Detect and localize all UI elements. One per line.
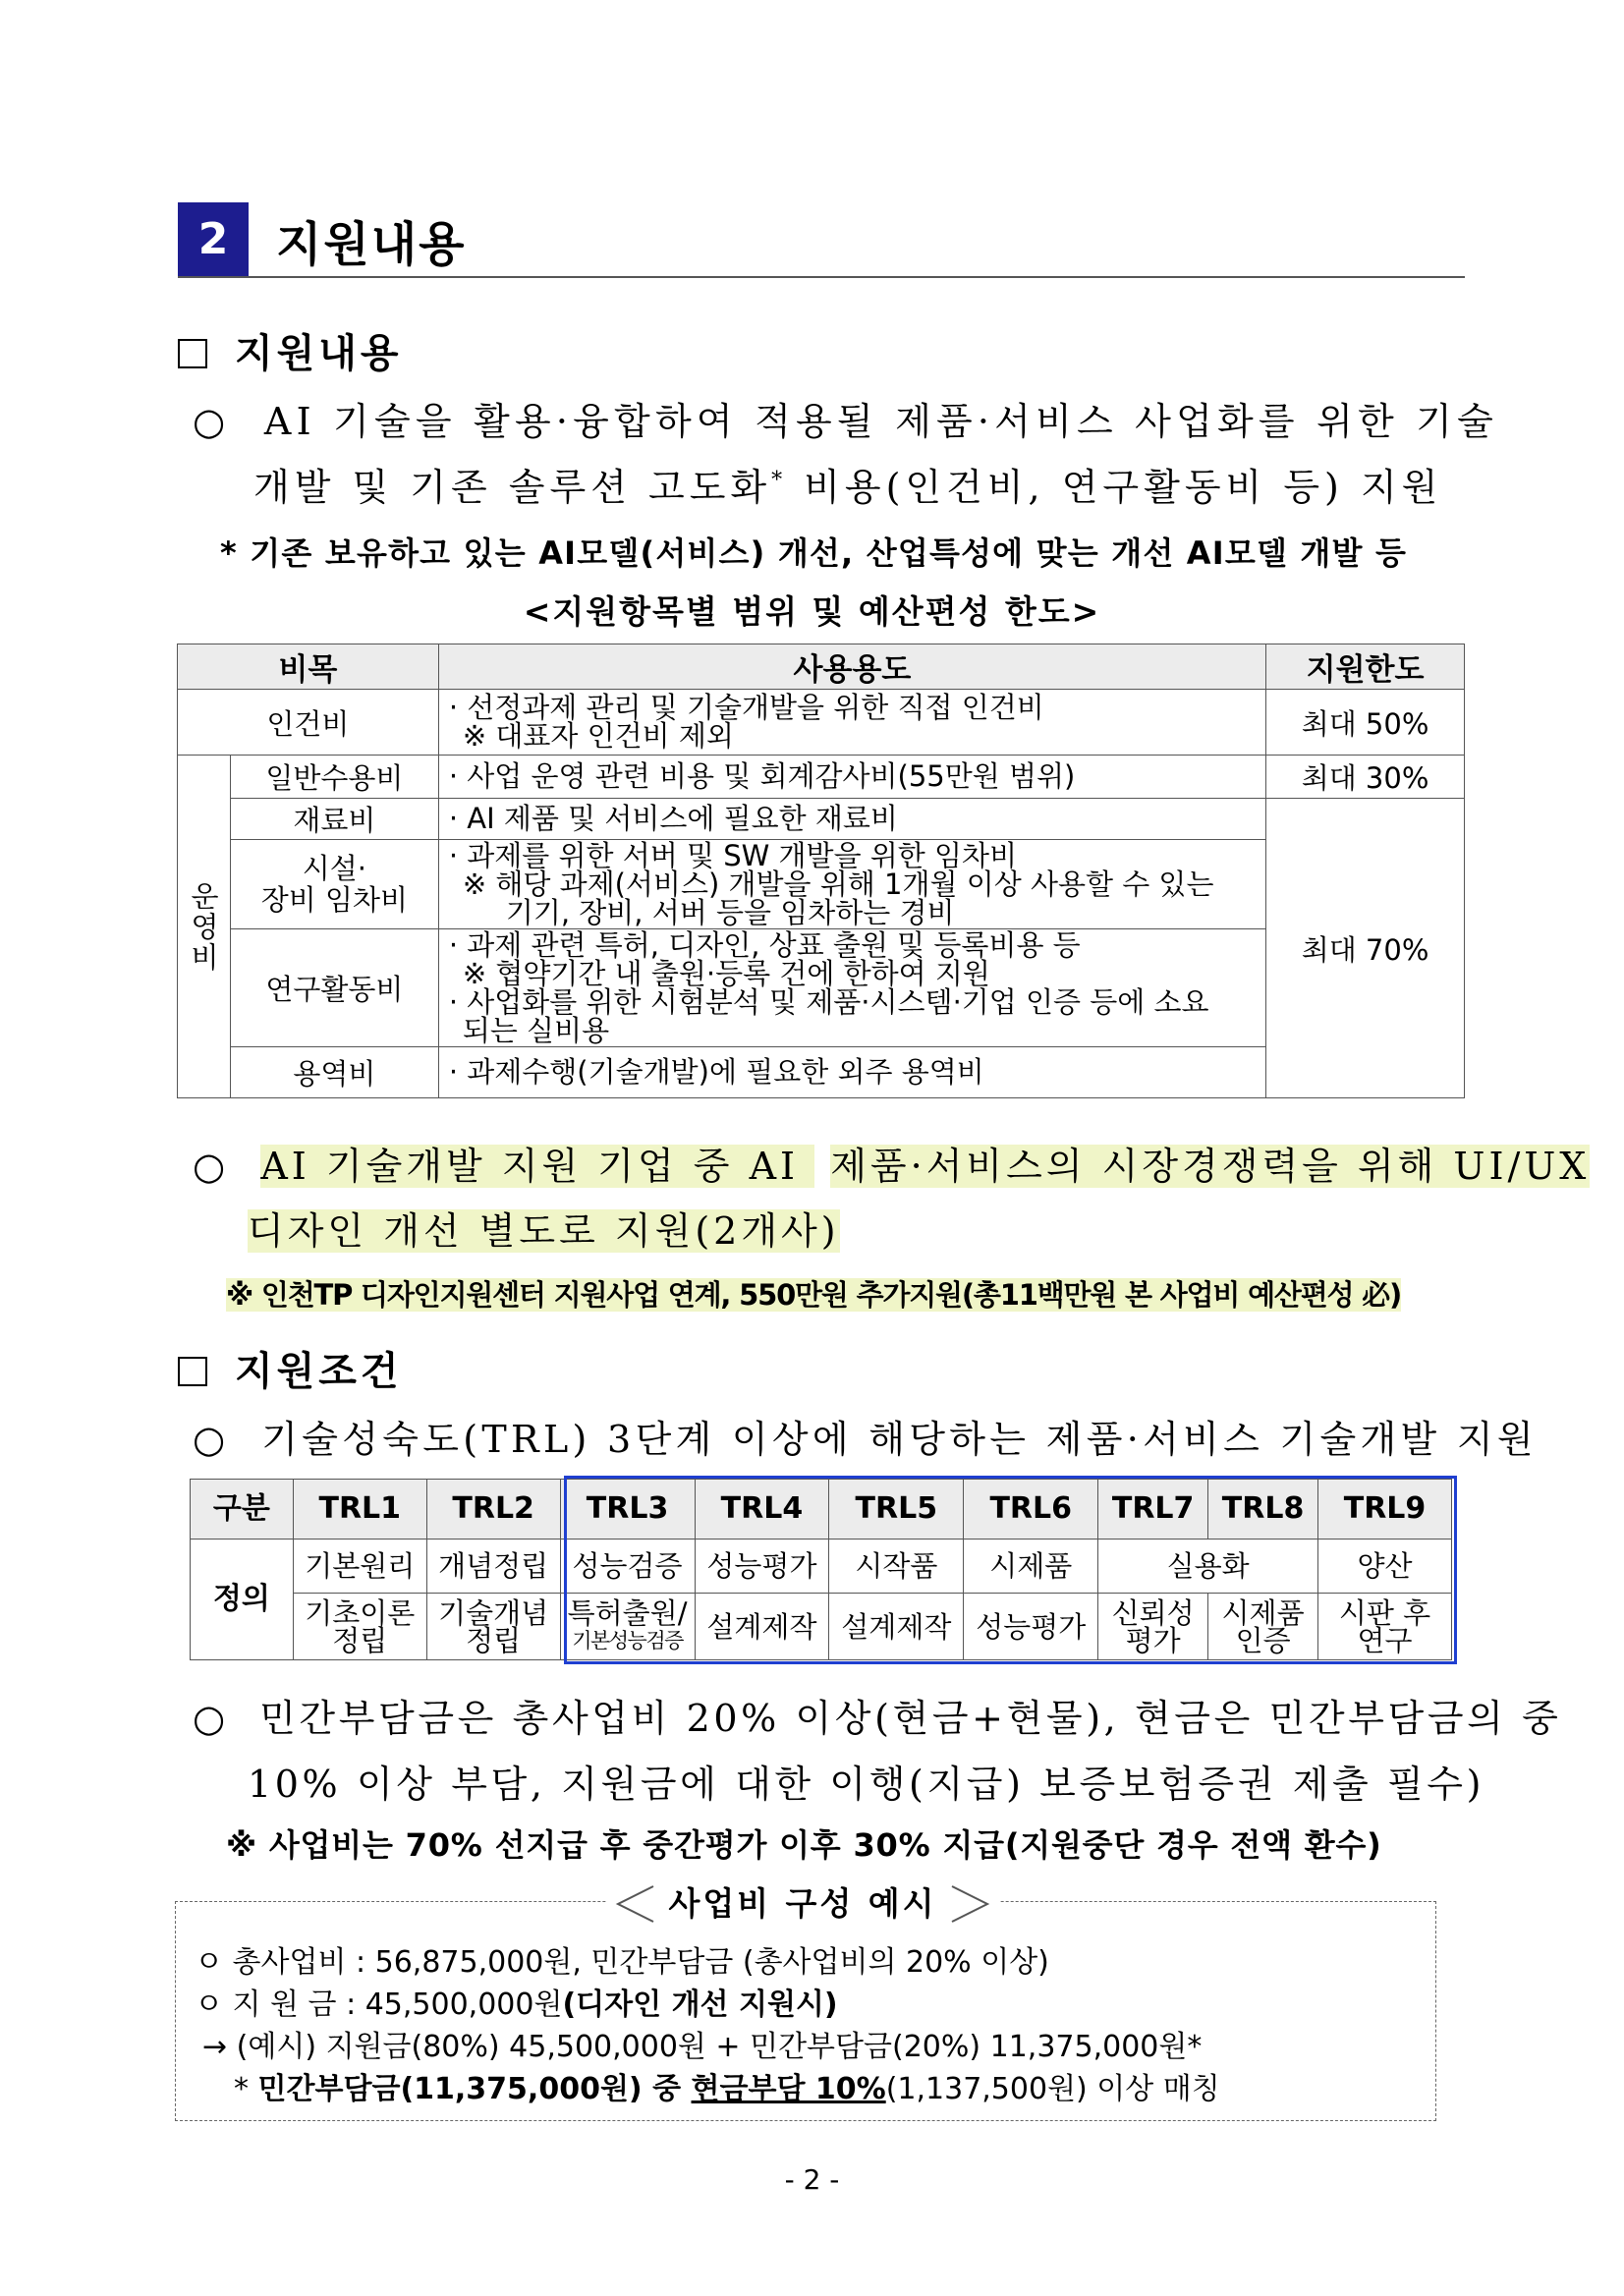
example-line-3: → (예시) 지원금(80%) 45,500,000원 + 민간부담금(20%) 11,375,000원* xyxy=(202,2030,1203,2064)
note-1: * 기존 보유하고 있는 AI모델(서비스) 개선, 산업특성에 맞는 개선 AI모델 개발 등 xyxy=(220,534,1408,572)
trl-cell: 기술개념 정립 xyxy=(426,1594,560,1660)
section-title: 지원내용 xyxy=(276,217,467,272)
trl-header-cell: TRL5 xyxy=(829,1480,964,1540)
use-research: · 과제 관련 특허, 디자인, 상표 출원 및 등록비용 등 ※ 협약기간 내 출원·등록 건에 한하여 지원 · 사업화를 위한 시험분석 및 제품·시스템·기업 인증 등에 소요 되는 실비용 xyxy=(438,929,1265,1047)
example-line-2: ㅇ 지 원 금 : 45,500,000원(디자인 개선 지원시) xyxy=(195,1988,838,2022)
trl-header-cell: TRL1 xyxy=(293,1480,426,1540)
circle-bullet-icon: ○ xyxy=(193,400,231,443)
trl-header-cell: TRL6 xyxy=(964,1480,1098,1540)
item-research: 연구활동비 xyxy=(230,929,438,1047)
header-cost-item: 비목 xyxy=(178,644,439,690)
subheading-text: 지원조건 xyxy=(235,1348,403,1394)
trl-cell: 성능평가 xyxy=(964,1594,1098,1660)
trl-header-cell: 구분 xyxy=(191,1480,294,1540)
design-support-line-1: ○ AI 기술개발 지원 기업 중 AI 제품·서비스의 시장경쟁력을 위해 UI/UX xyxy=(193,1145,1591,1188)
use-material: · AI 제품 및 서비스에 필요한 재료비 xyxy=(438,799,1265,840)
trl-cell: 시제품 인증 xyxy=(1208,1594,1318,1660)
use-general: · 사업 운영 관련 비용 및 회계감사비(55만원 범위) xyxy=(438,756,1265,799)
item-material: 재료비 xyxy=(230,799,438,840)
circle-bullet-icon: ○ xyxy=(193,1418,230,1461)
paragraph-1-line-2: 개발 및 기존 솔루션 고도화* 비용(인건비, 연구활동비 등) 지원 xyxy=(253,466,1443,509)
circle-bullet-icon: ○ xyxy=(193,1145,230,1188)
trl-cell: 시판 후 연구 xyxy=(1318,1594,1452,1660)
trl-cell: 신뢰성 평가 xyxy=(1098,1594,1208,1660)
use-service: · 과제수행(기술개발)에 필요한 외주 용역비 xyxy=(438,1047,1265,1098)
group-operating: 운영비 xyxy=(178,756,231,1098)
trl-definition-row-2 xyxy=(191,1594,1452,1660)
square-bullet-icon xyxy=(178,339,207,368)
trl-cell: 실용화 xyxy=(1098,1540,1318,1594)
trl-table xyxy=(190,1479,1452,1660)
use-facility: · 과제를 위한 서버 및 SW 개발을 위한 임차비 ※ 해당 과제(서비스) 개발을 위해 1개월 이상 사용할 수 있는 기기, 장비, 서버 등을 임차하는 경비 xyxy=(438,840,1265,929)
trl-cell: 시작품 xyxy=(829,1540,964,1594)
trl-cell: 시제품 xyxy=(964,1540,1098,1594)
private-burden-note: ※ 사업비는 70% 선지급 후 중간평가 이후 30% 지급(지원중단 경우 전액 환수) xyxy=(226,1826,1382,1864)
trl-header-cell: TRL7 xyxy=(1098,1480,1208,1540)
header-limit: 지원한도 xyxy=(1266,644,1465,690)
trl-cell: 설계제작 xyxy=(695,1594,829,1660)
limit-general: 최대 30% xyxy=(1266,756,1465,799)
private-burden-line-2: 10% 이상 부담, 지원금에 대한 이행(지급) 보증보험증권 제출 필수) xyxy=(248,1763,1485,1806)
page-number: - 2 - xyxy=(784,2163,840,2196)
design-support-note: ※ 인천TP 디자인지원센터 지원사업 연계, 550만원 추가지원(총11백만원 본 사업비 예산편성 必) xyxy=(226,1278,1402,1312)
trl-definition-row xyxy=(191,1540,1452,1594)
trl-header-cell: TRL2 xyxy=(426,1480,560,1540)
design-support-line-2: 디자인 개선 별도로 지원(2개사) xyxy=(248,1209,840,1253)
table-row xyxy=(178,756,1465,799)
limit-labor: 최대 50% xyxy=(1266,690,1465,756)
subheading-text: 지원내용 xyxy=(235,330,403,376)
square-bullet-icon xyxy=(178,1357,207,1386)
trl-cell: 양산 xyxy=(1318,1540,1452,1594)
table-row xyxy=(178,799,1465,840)
item-facility: 시설· 장비 임차비 xyxy=(230,840,438,929)
table-row xyxy=(178,690,1465,756)
trl-header-cell: TRL3 xyxy=(560,1480,695,1540)
limit-70: 최대 70% xyxy=(1266,799,1465,1098)
trl-cell: 성능평가 xyxy=(695,1540,829,1594)
example-title: 사업비 구성 예시 xyxy=(606,1880,999,1928)
private-burden-line-1: ○ 민간부담금은 총사업비 20% 이상(현금+현물), 현금은 민간부담금의 중 xyxy=(193,1697,1562,1740)
item-general: 일반수용비 xyxy=(230,756,438,799)
trl-header-row xyxy=(191,1480,1452,1540)
subheading-support-content xyxy=(178,322,403,378)
trl-cell: 특허출원/ 기본성능검증 xyxy=(560,1594,695,1660)
trl-cell: 성능검증 xyxy=(560,1540,695,1594)
trl-cell: 기본원리 xyxy=(293,1540,426,1594)
trl-header-cell: TRL8 xyxy=(1208,1480,1318,1540)
subheading-conditions xyxy=(178,1340,403,1396)
use-labor: · 선정과제 관리 및 기술개발을 위한 직접 인건비 ※ 대표자 인건비 제외 xyxy=(438,690,1265,756)
example-line-4: * 민간부담금(11,375,000원) 중 현금부담 10%(1,137,500원) 이상 매칭 xyxy=(234,2072,1220,2106)
table-caption: <지원항목별 범위 및 예산편성 한도> xyxy=(523,592,1101,631)
trl-header-cell: TRL4 xyxy=(695,1480,829,1540)
example-line-1: ㅇ 총사업비 : 56,875,000원, 민간부담금 (총사업비의 20% 이상) xyxy=(195,1945,1049,1980)
header-usage: 사용용도 xyxy=(438,644,1265,690)
paragraph-1-line-1: ○ AI 기술을 활용·융합하여 적용될 제품·서비스 사업화를 위한 기술 xyxy=(193,400,1498,443)
trl-cell: 설계제작 xyxy=(829,1594,964,1660)
trl-row-label: 정의 xyxy=(191,1540,294,1660)
trl-cell: 기초이론 정립 xyxy=(293,1594,426,1660)
trl-line: ○ 기술성숙도(TRL) 3단계 이상에 해당하는 제품·서비스 기술개발 지원 xyxy=(193,1418,1538,1461)
budget-table xyxy=(177,644,1465,1098)
trl-cell: 개념정립 xyxy=(426,1540,560,1594)
section-number: 2 xyxy=(178,202,249,276)
section-header xyxy=(178,202,1465,278)
circle-bullet-icon: ○ xyxy=(193,1697,229,1740)
item-service: 용역비 xyxy=(230,1047,438,1098)
item-labor: 인건비 xyxy=(178,690,439,756)
trl-header-cell: TRL9 xyxy=(1318,1480,1452,1540)
